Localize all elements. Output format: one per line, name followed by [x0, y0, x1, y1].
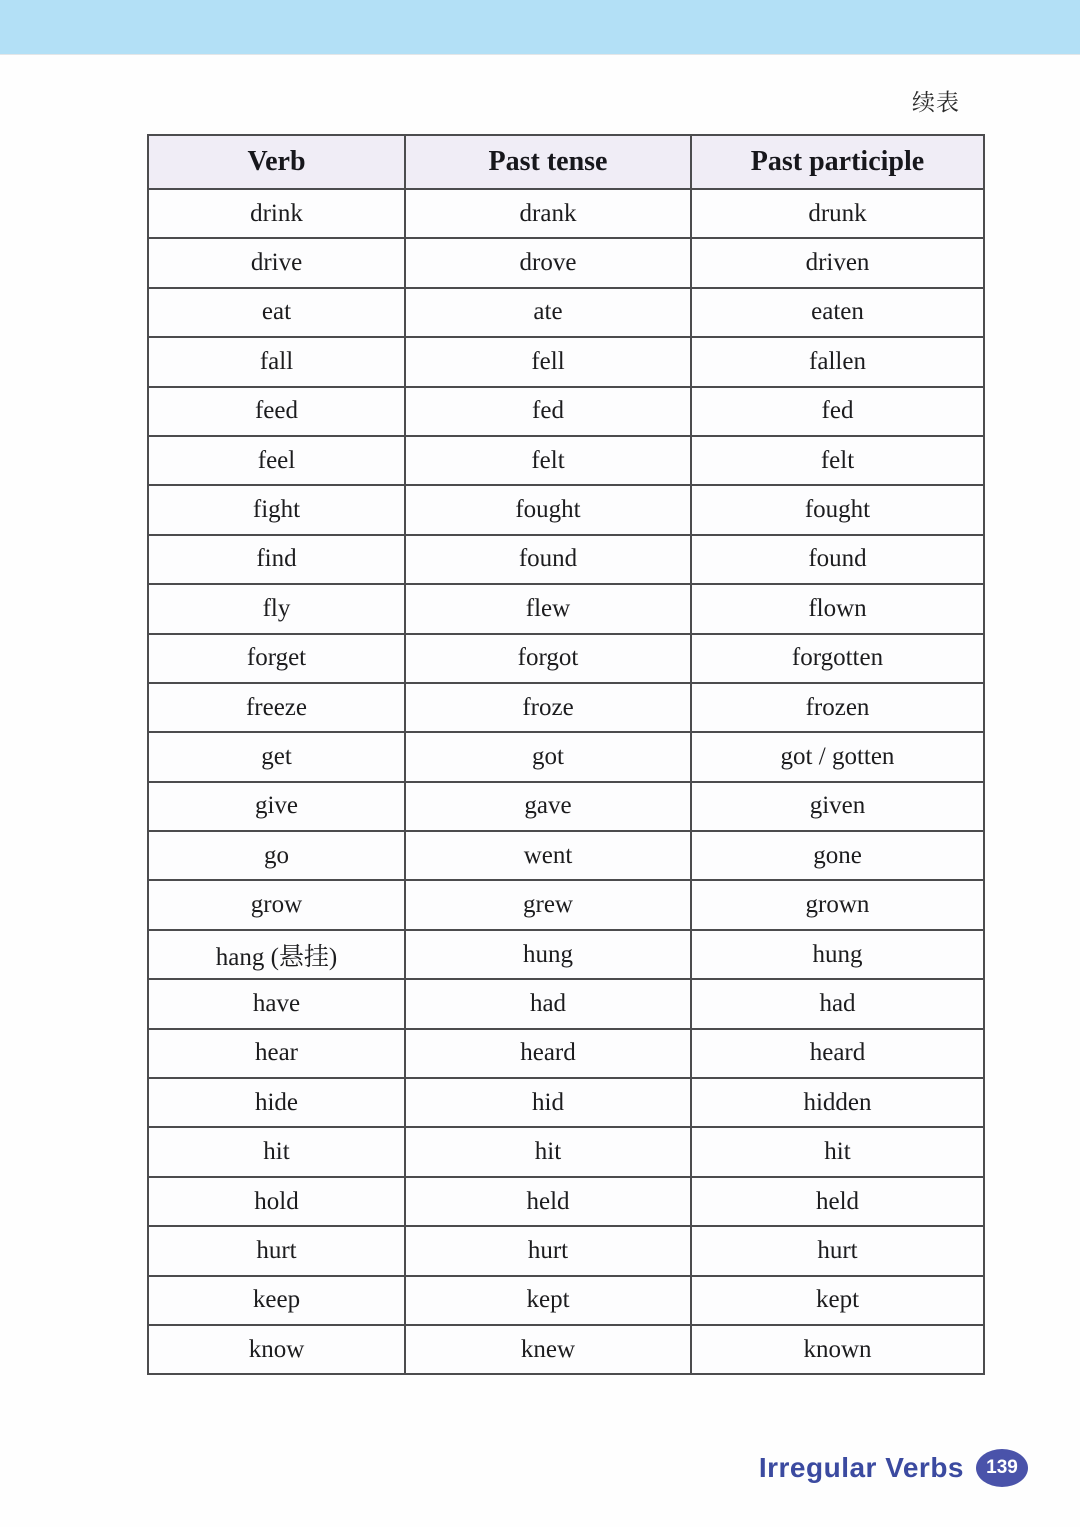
cell-past-tense: had — [405, 979, 691, 1028]
cell-past-tense: went — [405, 831, 691, 880]
cell-verb: fall — [148, 337, 405, 386]
cell-verb: go — [148, 831, 405, 880]
cell-past-participle: found — [691, 535, 984, 584]
cell-past-participle: felt — [691, 436, 984, 485]
page-number-badge — [976, 1449, 1028, 1487]
cell-verb: feel — [148, 436, 405, 485]
header-row — [148, 135, 984, 189]
cell-verb: know — [148, 1325, 405, 1374]
cell-past-participle: frozen — [691, 683, 984, 732]
cell-past-participle: hurt — [691, 1226, 984, 1275]
cell-past-participle: got / gotten — [691, 732, 984, 781]
table-row — [148, 189, 984, 238]
cell-verb: drink — [148, 189, 405, 238]
cell-verb: hear — [148, 1029, 405, 1078]
footer-section-title: Irregular Verbs — [758, 1452, 964, 1483]
table-row — [148, 1029, 984, 1078]
cell-past-tense: heard — [405, 1029, 691, 1078]
cell-past-participle: forgotten — [691, 634, 984, 683]
top-decorative-band — [0, 0, 1080, 55]
cell-verb: hang (悬挂) — [148, 930, 405, 979]
table-row — [148, 1276, 984, 1325]
cell-verb: find — [148, 535, 405, 584]
continued-table-label: 续表 — [912, 89, 960, 115]
table-row — [148, 1078, 984, 1127]
cell-past-tense: got — [405, 732, 691, 781]
verb-table-header — [148, 135, 984, 189]
table-row — [148, 238, 984, 287]
cell-past-tense: hung — [405, 930, 691, 979]
cell-past-tense: ate — [405, 288, 691, 337]
cell-past-tense: froze — [405, 683, 691, 732]
cell-past-tense: grew — [405, 880, 691, 929]
cell-past-tense: hit — [405, 1127, 691, 1176]
cell-verb: forget — [148, 634, 405, 683]
cell-past-participle: gone — [691, 831, 984, 880]
cell-past-tense: gave — [405, 782, 691, 831]
cell-past-tense: fought — [405, 485, 691, 534]
cell-past-participle: drunk — [691, 189, 984, 238]
cell-verb: fly — [148, 584, 405, 633]
cell-past-tense: forgot — [405, 634, 691, 683]
irregular-verbs-table — [147, 134, 983, 1375]
table-row — [148, 1226, 984, 1275]
table-row — [148, 732, 984, 781]
cell-verb: hide — [148, 1078, 405, 1127]
cell-past-tense: hurt — [405, 1226, 691, 1275]
table-row — [148, 436, 984, 485]
cell-past-tense: hid — [405, 1078, 691, 1127]
cell-past-tense: felt — [405, 436, 691, 485]
page-footer — [759, 1448, 1028, 1488]
table-row — [148, 337, 984, 386]
table-row — [148, 782, 984, 831]
cell-past-participle: fought — [691, 485, 984, 534]
table-row — [148, 1177, 984, 1226]
table-row — [148, 288, 984, 337]
cell-past-participle: heard — [691, 1029, 984, 1078]
cell-past-participle: kept — [691, 1276, 984, 1325]
cell-past-participle: flown — [691, 584, 984, 633]
cell-verb: drive — [148, 238, 405, 287]
table-row — [148, 683, 984, 732]
cell-verb: eat — [148, 288, 405, 337]
header-verb: Verb — [148, 135, 405, 189]
cell-verb: fight — [148, 485, 405, 534]
cell-past-tense: fell — [405, 337, 691, 386]
cell-past-tense: fed — [405, 387, 691, 436]
cell-past-tense: knew — [405, 1325, 691, 1374]
cell-verb: grow — [148, 880, 405, 929]
cell-past-tense: drank — [405, 189, 691, 238]
cell-past-tense: found — [405, 535, 691, 584]
verb-table-body — [148, 189, 984, 1374]
cell-past-participle: held — [691, 1177, 984, 1226]
table-row — [148, 485, 984, 534]
table-row — [148, 634, 984, 683]
table-row — [148, 1325, 984, 1374]
verb-table — [147, 134, 985, 1375]
header-past-participle: Past participle — [691, 135, 984, 189]
table-row — [148, 387, 984, 436]
cell-past-participle: given — [691, 782, 984, 831]
cell-past-participle: fallen — [691, 337, 984, 386]
cell-verb: keep — [148, 1276, 405, 1325]
cell-verb: have — [148, 979, 405, 1028]
table-row — [148, 1127, 984, 1176]
cell-verb: freeze — [148, 683, 405, 732]
cell-past-participle: had — [691, 979, 984, 1028]
table-row — [148, 880, 984, 929]
page-number: 139 — [986, 1457, 1018, 1478]
cell-past-tense: held — [405, 1177, 691, 1226]
cell-verb: get — [148, 732, 405, 781]
table-row — [148, 535, 984, 584]
cell-past-participle: hidden — [691, 1078, 984, 1127]
cell-past-tense: flew — [405, 584, 691, 633]
table-row — [148, 979, 984, 1028]
cell-past-participle: hung — [691, 930, 984, 979]
cell-verb: hold — [148, 1177, 405, 1226]
cell-verb: hurt — [148, 1226, 405, 1275]
cell-past-tense: kept — [405, 1276, 691, 1325]
cell-verb: hit — [148, 1127, 405, 1176]
cell-past-participle: known — [691, 1325, 984, 1374]
table-row — [148, 930, 984, 979]
cell-verb: feed — [148, 387, 405, 436]
table-row — [148, 831, 984, 880]
cell-past-participle: eaten — [691, 288, 984, 337]
cell-past-participle: fed — [691, 387, 984, 436]
cell-past-participle: grown — [691, 880, 984, 929]
cell-past-tense: drove — [405, 238, 691, 287]
cell-past-participle: driven — [691, 238, 984, 287]
cell-verb: give — [148, 782, 405, 831]
cell-past-participle: hit — [691, 1127, 984, 1176]
header-past-tense: Past tense — [405, 135, 691, 189]
table-row — [148, 584, 984, 633]
